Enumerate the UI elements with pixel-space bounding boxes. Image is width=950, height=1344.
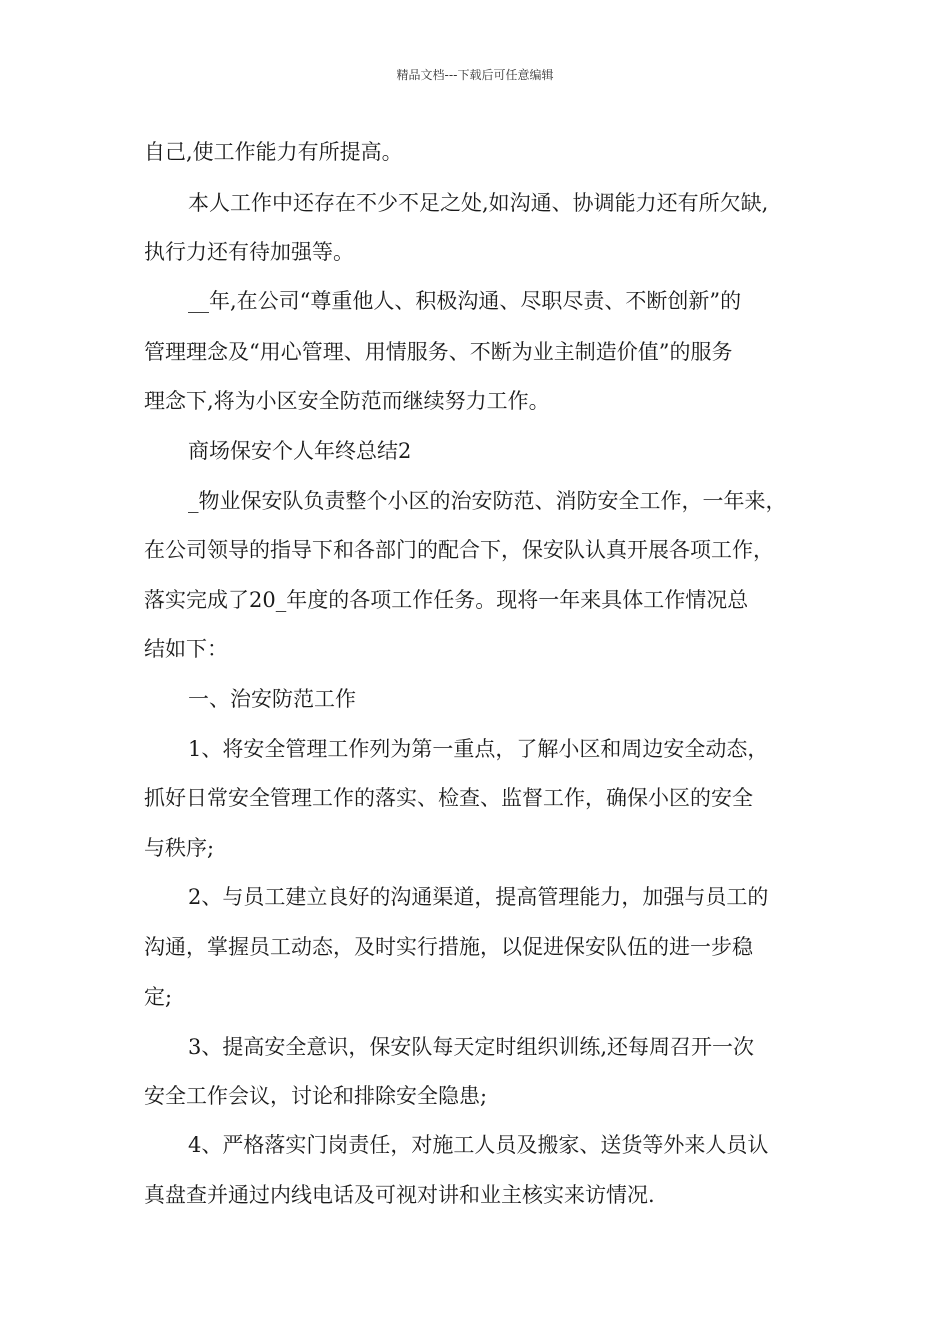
section-heading: 商场保安个人年终总结2 [188,439,412,463]
text-line: 本人工作中还存在不少不足之处,如沟通、协调能力还有所欠缺, [188,191,769,215]
text-line: __年,在公司“尊重他人、积极沟通、尽职尽责、不断创新”的 [188,289,742,313]
page-header: 精品文档---下载后可任意编辑 [396,68,554,82]
text-line: 抓好日常安全管理工作的落实、检查、监督工作，确保小区的安全 [144,786,753,810]
text-line: 真盘查并通过内线电话及可视对讲和业主核实来访情况. [144,1183,655,1207]
text-line: 落实完成了20_年度的各项工作任务。现将一年来具体工作情况总 [144,588,749,612]
text-line: 安全工作会议，讨论和排除安全隐患; [144,1084,488,1108]
text-line: 定; [144,985,173,1009]
text-line: 1、将安全管理工作列为第一重点，了解小区和周边安全动态， [188,737,769,761]
text-line: 管理理念及“用心管理、用情服务、不断为业主制造价值”的服务 [144,340,733,364]
text-line: 与秩序; [144,836,215,860]
text-line: 3、提高安全意识，保安队每天定时组织训练,还每周召开一次 [188,1035,755,1059]
text-line: 执行力还有待加强等。 [144,240,354,264]
text-line: 在公司领导的指导下和各部门的配合下，保安队认真开展各项工作， [144,538,774,562]
section-heading: 一、治安防范工作 [188,687,356,711]
text-line: 理念下,将为小区安全防范而继续努力工作。 [144,389,550,413]
text-line: _物业保安队负责整个小区的治安防范、消防安全工作，一年来， [188,489,787,513]
text-line: 沟通，掌握员工动态，及时实行措施，以促进保安队伍的进一步稳 [144,935,753,959]
text-line: 自己,使工作能力有所提高。 [144,140,403,164]
text-line: 2、与员工建立良好的沟通渠道，提高管理能力，加强与员工的 [188,885,769,909]
text-line: 4、严格落实门岗责任，对施工人员及搬家、送货等外来人员认 [188,1133,769,1157]
text-line: 结如下： [144,637,228,661]
